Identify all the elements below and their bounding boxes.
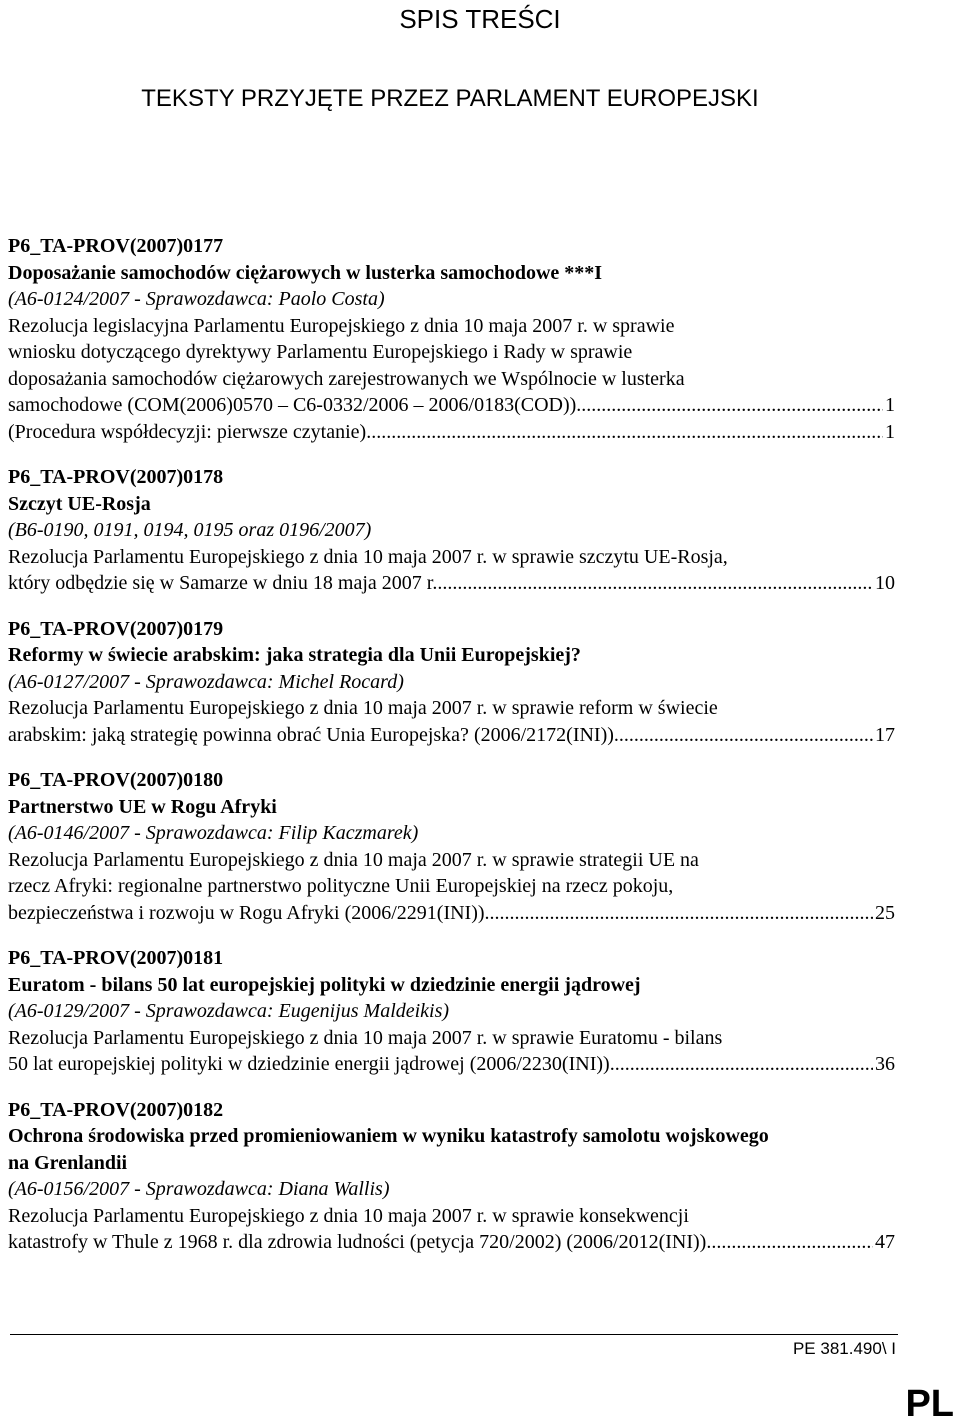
entry-description: samochodowe (COM(2006)0570 – C6-0332/2006 – 2006/0183(COD)) [8,394,577,416]
dot-leader [366,419,883,446]
toc-leader-line[interactable] [8,1051,895,1078]
toc-entry [8,616,895,749]
entry-description: bezpieczeństwa i rozwoju w Rogu Afryki (2006/2291(INI)) [8,901,485,924]
entry-title: Partnerstwo UE w Rogu Afryki [8,795,277,818]
entry-code: P6_TA-PROV(2007)0177 [8,235,224,257]
entry-reference: (A6-0156/2007 - Sprawozdawca: Diana Wallis) [8,1178,390,1200]
entry-reference: (A6-0146/2007 - Sprawozdawca: Filip Kaczmarek) [8,822,419,844]
toc-leader-line[interactable] [8,392,895,419]
entry-description: Rezolucja Parlamentu Europejskiego z dnia 10 maja 2007 r. w sprawie konsekwencji [8,1204,689,1227]
dot-leader [437,570,873,597]
section-subtitle: TEKSTY PRZYJĘTE PRZEZ PARLAMENT EUROPEJSKI [141,85,759,112]
toc-entry [8,1097,895,1256]
entry-description: (Procedura współdecyzji: pierwsze czytanie) [8,420,367,443]
entry-description: arabskim: jaką strategię powinna obrać Unia Europejska? (2006/2172(INI)) [8,723,614,746]
dot-leader [706,1229,873,1256]
entry-title: Doposażanie samochodów ciężarowych w lusterka samochodowe ***I [8,261,603,284]
toc-leader-line[interactable] [8,570,895,597]
entry-description: Rezolucja Parlamentu Europejskiego z dnia 10 maja 2007 r. w sprawie strategii UE na [8,848,699,871]
page-number[interactable]: 47 [875,1231,895,1253]
entry-description: 50 lat europejskiej polityki w dziedzinie energii jądrowej (2006/2230(INI)) [8,1053,610,1075]
page-number[interactable]: 36 [875,1053,895,1075]
entry-reference: (A6-0129/2007 - Sprawozdawca: Eugenijus Maldeikis) [8,1000,450,1022]
toc-entry [8,464,895,597]
footer-divider [10,1334,898,1335]
entry-description: doposażania samochodów ciężarowych zarejestrowanych we Wspólnocie w lusterka [8,367,685,390]
entry-description: Rezolucja legislacyjna Parlamentu Europejskiego z dnia 10 maja 2007 r. w sprawie [8,314,675,337]
page-number[interactable]: 1 [885,394,895,416]
page-title: SPIS TREŚCI [399,4,561,34]
entry-description: Rezolucja Parlamentu Europejskiego z dnia 10 maja 2007 r. w sprawie Euratomu - bilans [8,1026,723,1049]
page-number[interactable]: 10 [875,572,895,594]
entry-description: katastrofy w Thule z 1968 r. dla zdrowia ludności (petycja 720/2002) (2006/2012(INI)) [8,1231,707,1253]
page-number[interactable]: 25 [875,901,895,924]
page-number[interactable]: 1 [885,420,895,443]
toc-leader-line[interactable] [8,900,895,927]
entry-reference: (A6-0127/2007 - Sprawozdawca: Michel Rocard) [8,670,404,693]
toc-entry [8,233,895,445]
entry-title: Euratom - bilans 50 lat europejskiej polityki w dziedzinie energii jądrowej [8,973,641,996]
entry-description: rzecz Afryki: regionalne partnerstwo polityczne Unii Europejskiej na rzecz pokoju, [8,875,674,897]
toc-leader-line[interactable] [8,419,895,446]
entry-description: wniosku dotyczącego dyrektywy Parlamentu Europejskiego i Rady w sprawie [8,341,633,363]
entry-code: P6_TA-PROV(2007)0179 [8,617,224,640]
dot-leader [614,722,873,749]
entry-description: Rezolucja Parlamentu Europejskiego z dnia 10 maja 2007 r. w sprawie reform w świecie [8,697,718,719]
entry-code: P6_TA-PROV(2007)0178 [8,466,224,488]
toc-entry [8,767,895,926]
entry-code: P6_TA-PROV(2007)0180 [8,769,224,791]
entry-reference: (B6-0190, 0191, 0194, 0195 oraz 0196/2007) [8,519,372,541]
toc-entry [8,945,895,1078]
entry-reference: (A6-0124/2007 - Sprawozdawca: Paolo Costa) [8,288,385,310]
dot-leader [576,392,883,419]
language-code: PL [905,1383,954,1425]
entry-title: Ochrona środowiska przed promieniowaniem w wyniku katastrofy samolotu wojskowego [8,1125,769,1147]
entry-code: P6_TA-PROV(2007)0181 [8,947,224,969]
dot-leader [485,900,873,927]
toc-leader-line[interactable] [8,722,895,749]
toc-leader-line[interactable] [8,1229,895,1256]
entry-title: Szczyt UE-Rosja [8,492,151,515]
document-reference: PE 381.490\ I [792,1339,896,1358]
page-number[interactable]: 17 [875,723,895,746]
dot-leader [610,1051,873,1078]
entry-title: na Grenlandii [8,1151,128,1174]
entry-description: który odbędzie się w Samarze w dniu 18 maja 2007 r. [8,572,438,594]
entry-description: Rezolucja Parlamentu Europejskiego z dnia 10 maja 2007 r. w sprawie szczytu UE-Rosja, [8,545,728,568]
entry-title: Reformy w świecie arabskim: jaka strategia dla Unii Europejskiej? [8,644,581,666]
entry-code: P6_TA-PROV(2007)0182 [8,1098,224,1121]
table-of-contents [8,233,895,1275]
